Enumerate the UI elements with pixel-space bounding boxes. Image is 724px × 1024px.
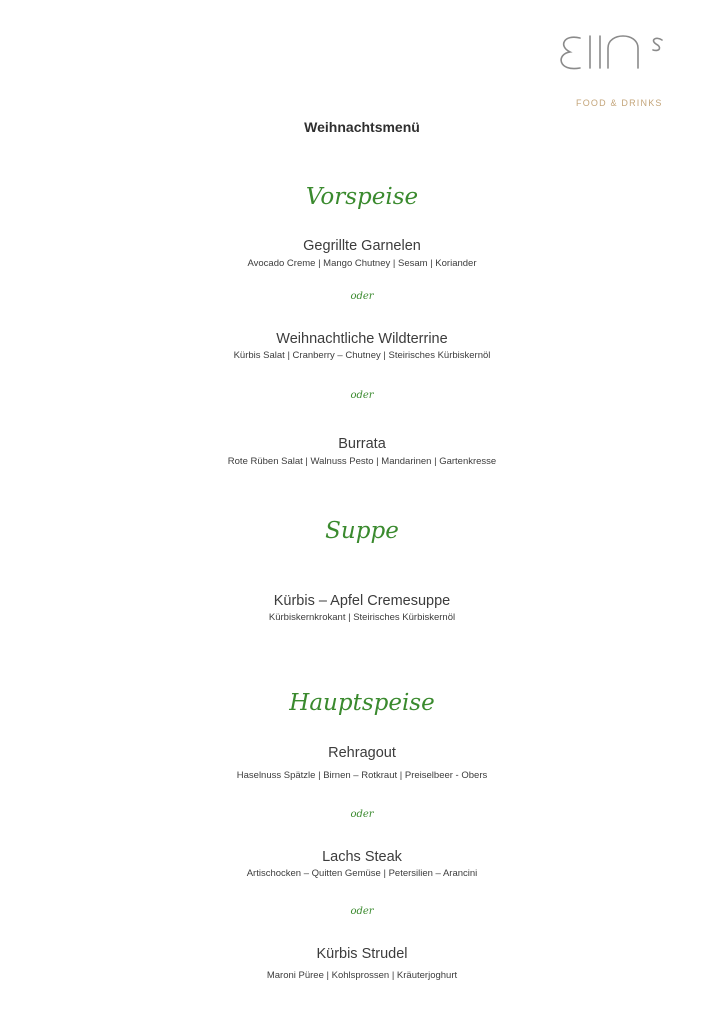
section-heading-hauptspeise: Hauptspeise (289, 690, 435, 716)
logo-tagline: FOOD & DRINKS (576, 98, 663, 108)
dish-name: Burrata (338, 436, 386, 452)
dish-description: Artischocken – Quitten Gemüse | Petersilien – Arancini (246, 868, 478, 879)
dish-name: Kürbis – Apfel Cremesuppe (273, 593, 451, 609)
dish-name: Weihnachtliche Wildterrine (276, 331, 448, 347)
menu-title: Weihnachtsmenü (304, 119, 420, 135)
dish-name: Gegrillte Garnelen (303, 238, 421, 254)
dish-description: Maroni Püree | Kohlsprossen | Kräuterjoghurt (266, 970, 458, 981)
or-divider: oder (350, 809, 374, 820)
or-divider: oder (350, 291, 374, 302)
section-heading-vorspeise: Vorspeise (305, 184, 419, 210)
ellas-logo-mark (550, 28, 680, 98)
dish-name: Kürbis Strudel (316, 946, 408, 962)
dish-description: Avocado Creme | Mango Chutney | Sesam | Koriander (247, 258, 477, 269)
or-divider: oder (350, 906, 374, 917)
ellas-logo (550, 28, 680, 112)
dish-description: Rote Rüben Salat | Walnuss Pesto | Mandarinen | Gartenkresse (227, 456, 497, 467)
section-heading-suppe: Suppe (325, 518, 399, 544)
or-divider: oder (350, 390, 374, 401)
dish-description: Kürbiskernkrokant | Steirisches Kürbiskernöl (268, 612, 456, 623)
dish-description: Kürbis Salat | Cranberry – Chutney | Steirisches Kürbiskernöl (233, 350, 491, 361)
dish-name: Lachs Steak (322, 849, 402, 865)
dish-name: Rehragout (328, 745, 396, 761)
dish-description: Haselnuss Spätzle | Birnen – Rotkraut | Preiselbeer - Obers (236, 770, 488, 781)
